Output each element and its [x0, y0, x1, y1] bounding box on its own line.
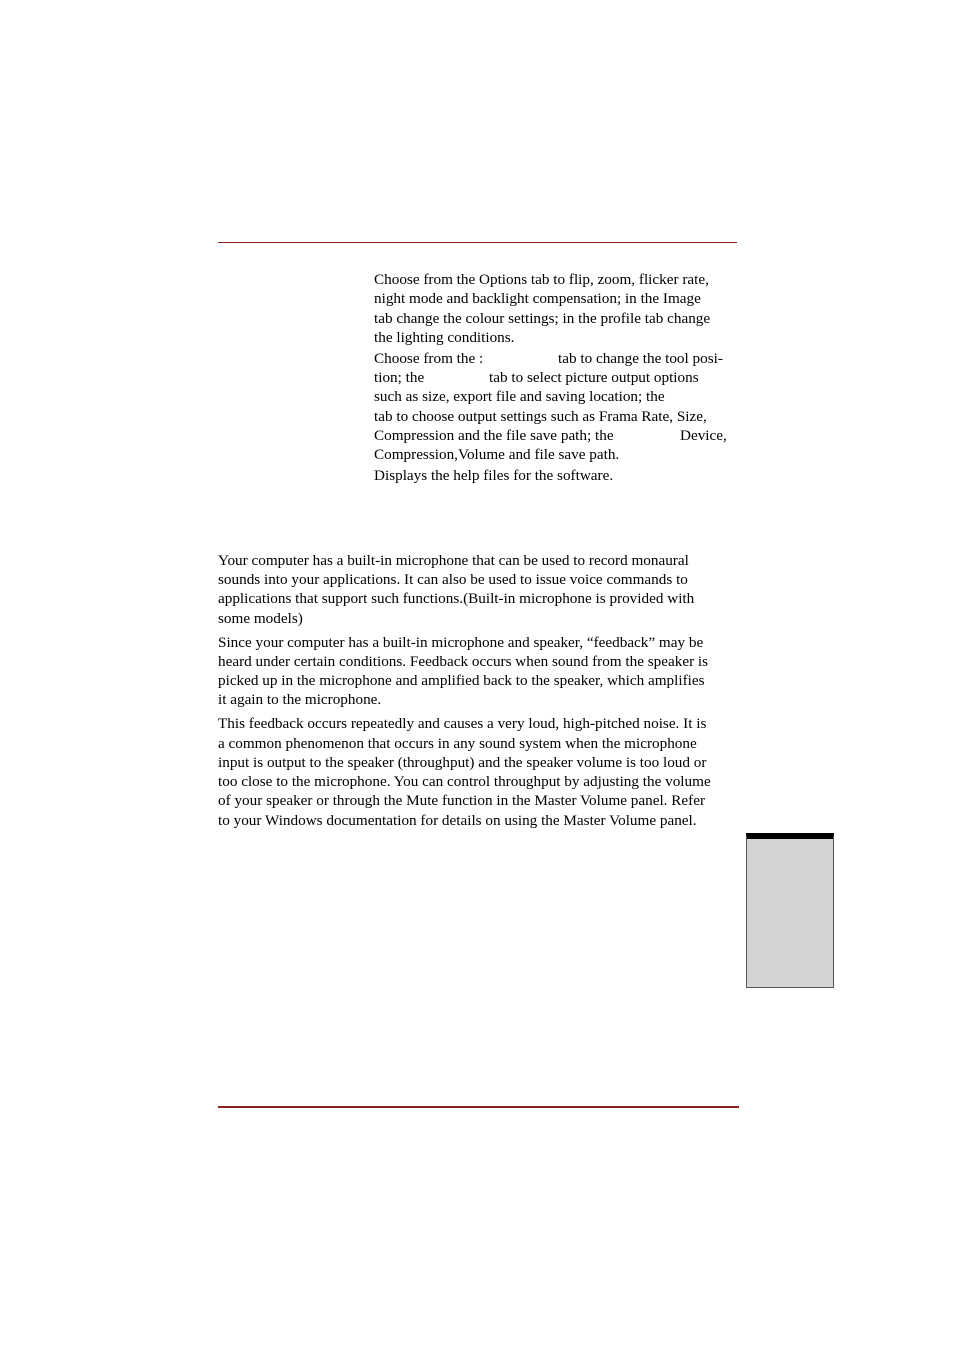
text-line: picked up in the microphone and amplified back to the speaker, which amplifies — [218, 672, 705, 689]
text-line: tab change the colour settings; in the profile tab change — [374, 310, 711, 327]
text-line: tab to change the tool posi- — [558, 350, 723, 367]
text-line: such as size, export file and saving location; the — [374, 388, 665, 405]
text-line: to your Windows documentation for details on using the Master Volume panel. — [218, 812, 697, 829]
text-line: it again to the microphone. — [218, 691, 382, 708]
text-line: Device, — [680, 427, 727, 444]
text-line: heard under certain conditions. Feedback occurs when sound from the speaker is — [218, 653, 709, 670]
text-line: This feedback occurs repeatedly and causes a very loud, high-pitched noise. It is — [218, 715, 707, 732]
text-line: some models) — [218, 610, 303, 627]
text-line: Compression,Volume and file save path. — [374, 446, 620, 463]
text-line: applications that support such functions.(Built-in microphone is provided with — [218, 590, 695, 607]
header-rule — [218, 242, 737, 243]
text-line: Compression and the file save path; the — [374, 427, 614, 444]
text-line: of your speaker or through the Mute function in the Master Volume panel. Refer — [218, 792, 705, 809]
text-line: Since your computer has a built-in microphone and speaker, “feedback” may be — [218, 634, 704, 651]
text-line: input is output to the speaker (throughput) and the speaker volume is too loud or — [218, 754, 707, 771]
text-line: tab to select picture output options — [489, 369, 699, 386]
text-line: the lighting conditions. — [374, 329, 515, 346]
text-line: Choose from the Options tab to flip, zoom, flicker rate, — [374, 271, 709, 288]
text-line: too close to the microphone. You can control throughput by adjusting the volume — [218, 773, 711, 790]
chapter-tab — [746, 833, 834, 988]
text-line: night mode and backlight compensation; in the Image — [374, 290, 701, 307]
text-line: Your computer has a built-in microphone that can be used to record monaural — [218, 552, 689, 569]
text-line: sounds into your applications. It can also be used to issue voice commands to — [218, 571, 688, 588]
text-line: tab to choose output settings such as Frama Rate, Size, — [374, 408, 707, 425]
text-line: Displays the help files for the software. — [374, 467, 614, 484]
text-line: Choose from the : — [374, 350, 484, 367]
text-line: tion; the — [374, 369, 425, 386]
footer-rule — [218, 1106, 739, 1108]
text-line: a common phenomenon that occurs in any sound system when the microphone — [218, 735, 697, 752]
